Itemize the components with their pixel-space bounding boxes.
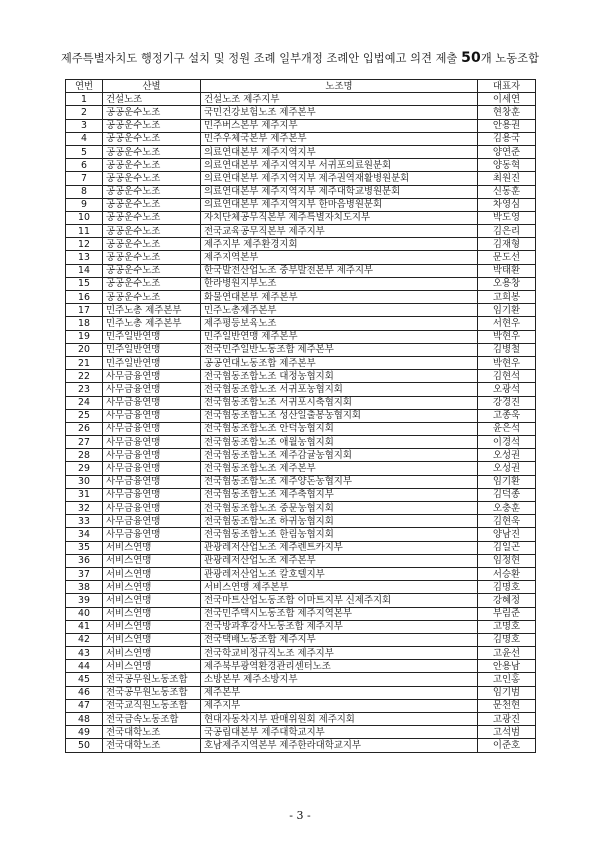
row-federation: 공공운수노조: [103, 172, 201, 185]
row-federation: 사무금융연맹: [103, 383, 201, 396]
row-federation: 서비스연맹: [103, 541, 201, 554]
table-row: [66, 594, 536, 607]
row-number: 34: [66, 528, 103, 541]
row-number: 28: [66, 449, 103, 462]
row-representative: 서승환: [478, 567, 536, 580]
row-union-name: 제주지역본부: [201, 251, 478, 264]
table-row: [66, 673, 536, 686]
table-row: [66, 159, 536, 172]
document-title: [0, 50, 600, 66]
row-union-name: 전국협동조합노조 안덕농협지회: [201, 422, 478, 435]
row-representative: 임기환: [478, 304, 536, 317]
row-number: 32: [66, 502, 103, 515]
row-representative: 김재형: [478, 238, 536, 251]
row-federation: 공공운수노조: [103, 145, 201, 158]
row-number: 8: [66, 185, 103, 198]
table-header-row: [66, 80, 536, 93]
row-federation: 공공운수노조: [103, 211, 201, 224]
row-number: 11: [66, 225, 103, 238]
title-prefix: 제주특별자치도 행정기구 설치 및 정원 조례 일부개정 조례안 입법예고 의견 제출: [60, 52, 458, 65]
row-number: 40: [66, 607, 103, 620]
row-number: 25: [66, 409, 103, 422]
row-union-name: 소방본부 제주소방지부: [201, 673, 478, 686]
row-representative: 안용남: [478, 660, 536, 673]
row-representative: 고종욱: [478, 409, 536, 422]
row-union-name: 의료연대본부 제주지역지부: [201, 145, 478, 158]
row-number: 15: [66, 277, 103, 290]
row-representative: 문도선: [478, 251, 536, 264]
table-row: [66, 515, 536, 528]
row-federation: 공공운수노조: [103, 225, 201, 238]
row-federation: 서비스연맹: [103, 567, 201, 580]
row-number: 30: [66, 475, 103, 488]
table-row: [66, 699, 536, 712]
row-number: 19: [66, 330, 103, 343]
row-representative: 김은리: [478, 225, 536, 238]
table-row: [66, 119, 536, 132]
row-number: 37: [66, 567, 103, 580]
row-union-name: 전국협동조합노조 대정농협지회: [201, 370, 478, 383]
row-number: 24: [66, 396, 103, 409]
row-number: 33: [66, 515, 103, 528]
row-representative: 이경석: [478, 436, 536, 449]
row-union-name: 전국협동조합노조 서귀포시축협지회: [201, 396, 478, 409]
row-union-name: 전국협동조합노조 한림농협지회: [201, 528, 478, 541]
row-federation: 서비스연맹: [103, 620, 201, 633]
row-number: 38: [66, 581, 103, 594]
row-federation: 서비스연맹: [103, 607, 201, 620]
row-number: 27: [66, 436, 103, 449]
row-federation: 공공운수노조: [103, 291, 201, 304]
row-federation: 사무금융연맹: [103, 502, 201, 515]
row-federation: 서비스연맹: [103, 581, 201, 594]
row-federation: 전국공무원노동조합: [103, 686, 201, 699]
row-union-name: 제주본부: [201, 686, 478, 699]
row-number: 49: [66, 726, 103, 739]
row-representative: 김현욱: [478, 515, 536, 528]
row-federation: 서비스연맹: [103, 660, 201, 673]
table-row: [66, 317, 536, 330]
table-row: [66, 462, 536, 475]
row-union-name: 의료연대본부 제주지역지부 한마음병원분회: [201, 198, 478, 211]
row-representative: 고윤선: [478, 647, 536, 660]
row-representative: 김명호: [478, 581, 536, 594]
table-row: [66, 726, 536, 739]
row-representative: 박태환: [478, 264, 536, 277]
row-federation: 서비스연맹: [103, 647, 201, 660]
row-union-name: 민주일반연맹 제주본부: [201, 330, 478, 343]
row-number: 50: [66, 739, 103, 752]
row-federation: 공공운수노조: [103, 198, 201, 211]
row-federation: 공공운수노조: [103, 277, 201, 290]
table-row: [66, 541, 536, 554]
row-number: 39: [66, 594, 103, 607]
row-union-name: 전국협동조합노조 중문농협지회: [201, 502, 478, 515]
table-row: [66, 106, 536, 119]
row-union-name: 전국협동조합노조 제주본부: [201, 462, 478, 475]
table-row: [66, 225, 536, 238]
row-representative: 윤은석: [478, 422, 536, 435]
row-representative: 안용권: [478, 119, 536, 132]
table-row: [66, 607, 536, 620]
row-federation: 사무금융연맹: [103, 370, 201, 383]
row-number: 44: [66, 660, 103, 673]
row-union-name: 전국협동조합노조 하귀농협지회: [201, 515, 478, 528]
row-number: 1: [66, 93, 103, 106]
row-federation: 전국대학노조: [103, 739, 201, 752]
header-federation: 산별: [103, 80, 201, 93]
row-union-name: 제주지부 제주환경지회: [201, 238, 478, 251]
row-federation: 서비스연맹: [103, 554, 201, 567]
row-union-name: 공공연대노동조합 제주본부: [201, 356, 478, 369]
row-union-name: 전국학교비정규직노조 제주지부: [201, 647, 478, 660]
header-union-name: 노조명: [201, 80, 478, 93]
row-representative: 오성권: [478, 449, 536, 462]
table-row: [66, 330, 536, 343]
row-federation: 공공운수노조: [103, 132, 201, 145]
row-number: 7: [66, 172, 103, 185]
row-number: 4: [66, 132, 103, 145]
row-number: 18: [66, 317, 103, 330]
row-union-name: 전국민주일반노동조합 제주본부: [201, 343, 478, 356]
row-number: 9: [66, 198, 103, 211]
row-federation: 전국공무원노동조합: [103, 673, 201, 686]
table-row: [66, 291, 536, 304]
table-row: [66, 304, 536, 317]
row-representative: 양동혁: [478, 159, 536, 172]
row-union-name: 전국협동조합노조 제주감귤농협지회: [201, 449, 478, 462]
row-union-name: 관광레저산업노조 제주본부: [201, 554, 478, 567]
table-row: [66, 436, 536, 449]
table-row: [66, 449, 536, 462]
row-union-name: 제주지부: [201, 699, 478, 712]
table-row: [66, 528, 536, 541]
row-representative: 양연준: [478, 145, 536, 158]
row-union-name: 전국택배노동조합 제주지부: [201, 633, 478, 646]
row-union-name: 의료연대본부 제주지역지부 제주권역재활병원분회: [201, 172, 478, 185]
row-number: 42: [66, 633, 103, 646]
table-row: [66, 739, 536, 752]
table-row: [66, 145, 536, 158]
title-suffix: 개 노동조합: [480, 52, 540, 65]
row-federation: 사무금융연맹: [103, 396, 201, 409]
row-representative: 고석범: [478, 726, 536, 739]
row-federation: 서비스연맹: [103, 633, 201, 646]
table-row: [66, 211, 536, 224]
table-row: [66, 409, 536, 422]
row-representative: 임기범: [478, 686, 536, 699]
row-representative: 박현우: [478, 330, 536, 343]
row-union-name: 관광레저산업노조 제주렌트카지부: [201, 541, 478, 554]
row-union-name: 호남제주지역본부 제주한라대학교지부: [201, 739, 478, 752]
row-representative: 김현석: [478, 370, 536, 383]
row-representative: 오성권: [478, 462, 536, 475]
row-federation: 공공운수노조: [103, 185, 201, 198]
table-row: [66, 422, 536, 435]
row-union-name: 전국마트산업노동조합 이마트지부 신제주지회: [201, 594, 478, 607]
row-union-name: 전국방과후강사노동조합 제주지부: [201, 620, 478, 633]
row-union-name: 한라병원지부노조: [201, 277, 478, 290]
row-representative: 이준호: [478, 739, 536, 752]
row-union-name: 민주우체국본부 제주본부: [201, 132, 478, 145]
table-row: [66, 277, 536, 290]
table-row: [66, 488, 536, 501]
row-representative: 양남진: [478, 528, 536, 541]
row-union-name: 한국발전산업노조 중부발전본부 제주지부: [201, 264, 478, 277]
table-row: [66, 172, 536, 185]
row-union-name: 전국교육공무직본부 제주지부: [201, 225, 478, 238]
row-number: 36: [66, 554, 103, 567]
row-number: 5: [66, 145, 103, 158]
header-number: 연번: [66, 80, 103, 93]
row-number: 16: [66, 291, 103, 304]
row-union-name: 의료연대본부 제주지역지부 서귀포의료원분회: [201, 159, 478, 172]
row-number: 20: [66, 343, 103, 356]
row-federation: 건설노조: [103, 93, 201, 106]
table-row: [66, 502, 536, 515]
table-row: [66, 660, 536, 673]
row-number: 41: [66, 620, 103, 633]
row-federation: 민주일반연맹: [103, 330, 201, 343]
row-federation: 사무금융연맹: [103, 515, 201, 528]
row-representative: 임정현: [478, 554, 536, 567]
table-row: [66, 132, 536, 145]
table-row: [66, 238, 536, 251]
table-row: [66, 251, 536, 264]
row-number: 2: [66, 106, 103, 119]
header-representative: 대표자: [478, 80, 536, 93]
table-row: [66, 686, 536, 699]
row-federation: 민주노총 제주본부: [103, 304, 201, 317]
row-federation: 전국대학노조: [103, 726, 201, 739]
row-union-name: 전국협동조합노조 애월농협지회: [201, 436, 478, 449]
row-representative: 김일곤: [478, 541, 536, 554]
row-federation: 사무금융연맹: [103, 475, 201, 488]
row-number: 31: [66, 488, 103, 501]
row-number: 35: [66, 541, 103, 554]
row-union-name: 전국협동조합노조 성산일출봉농협지회: [201, 409, 478, 422]
row-union-name: 국공립대본부 제주대학교지부: [201, 726, 478, 739]
row-federation: 사무금융연맹: [103, 488, 201, 501]
row-number: 10: [66, 211, 103, 224]
row-representative: 문천현: [478, 699, 536, 712]
table-row: [66, 647, 536, 660]
union-count: 50: [461, 50, 481, 66]
table-row: [66, 356, 536, 369]
row-representative: 김명호: [478, 633, 536, 646]
union-list-table: [65, 79, 536, 753]
row-federation: 사무금융연맹: [103, 422, 201, 435]
row-number: 46: [66, 686, 103, 699]
row-federation: 전국금속노동조합: [103, 713, 201, 726]
row-federation: 공공운수노조: [103, 264, 201, 277]
row-number: 45: [66, 673, 103, 686]
row-number: 23: [66, 383, 103, 396]
table-row: [66, 620, 536, 633]
row-union-name: 전국협동조합노조 제주양돈농협지부: [201, 475, 478, 488]
row-number: 14: [66, 264, 103, 277]
row-union-name: 관광레저산업노조 칼호텔지부: [201, 567, 478, 580]
row-federation: 공공운수노조: [103, 159, 201, 172]
row-union-name: 전국협동조합노조 서귀포농협지회: [201, 383, 478, 396]
row-number: 13: [66, 251, 103, 264]
row-representative: 고인홍: [478, 673, 536, 686]
row-number: 29: [66, 462, 103, 475]
row-number: 43: [66, 647, 103, 660]
row-federation: 민주일반연맹: [103, 356, 201, 369]
table-row: [66, 396, 536, 409]
row-number: 6: [66, 159, 103, 172]
row-number: 21: [66, 356, 103, 369]
row-representative: 고광진: [478, 713, 536, 726]
table-row: [66, 343, 536, 356]
row-union-name: 의료연대본부 제주지역지부 제주대학교병원분회: [201, 185, 478, 198]
table-row: [66, 581, 536, 594]
row-representative: 현창훈: [478, 106, 536, 119]
table-row: [66, 185, 536, 198]
table-row: [66, 567, 536, 580]
row-number: 26: [66, 422, 103, 435]
row-union-name: 제주평등보육노조: [201, 317, 478, 330]
row-federation: 공공운수노조: [103, 119, 201, 132]
row-number: 3: [66, 119, 103, 132]
row-representative: 김병철: [478, 343, 536, 356]
row-number: 47: [66, 699, 103, 712]
row-union-name: 민주노총제주본부: [201, 304, 478, 317]
row-representative: 오용창: [478, 277, 536, 290]
row-federation: 사무금융연맹: [103, 409, 201, 422]
table-row: [66, 198, 536, 211]
row-union-name: 건설노조 제주지부: [201, 93, 478, 106]
row-representative: 고명호: [478, 620, 536, 633]
row-federation: 공공운수노조: [103, 238, 201, 251]
table-row: [66, 554, 536, 567]
table-row: [66, 370, 536, 383]
row-federation: 공공운수노조: [103, 251, 201, 264]
row-representative: 임기환: [478, 475, 536, 488]
row-union-name: 전국민주택시노동조합 제주지역본부: [201, 607, 478, 620]
row-representative: 박도영: [478, 211, 536, 224]
table-row: [66, 475, 536, 488]
row-representative: 부림준: [478, 607, 536, 620]
page-number: - 3 -: [289, 809, 311, 822]
row-representative: 신동훈: [478, 185, 536, 198]
row-federation: 전국교직원노동조합: [103, 699, 201, 712]
row-union-name: 자치단체공무직본부 제주특별자치도지부: [201, 211, 478, 224]
row-number: 12: [66, 238, 103, 251]
table-row: [66, 383, 536, 396]
row-representative: 차영심: [478, 198, 536, 211]
row-federation: 사무금융연맹: [103, 462, 201, 475]
row-representative: 서현우: [478, 317, 536, 330]
row-representative: 강경진: [478, 396, 536, 409]
row-representative: 오광석: [478, 383, 536, 396]
row-number: 17: [66, 304, 103, 317]
row-federation: 민주일반연맹: [103, 343, 201, 356]
row-representative: 강혜정: [478, 594, 536, 607]
row-union-name: 전국협동조합노조 제주축협지부: [201, 488, 478, 501]
row-federation: 사무금융연맹: [103, 528, 201, 541]
row-union-name: 국민건강보험노조 제주본부: [201, 106, 478, 119]
row-representative: 이세연: [478, 93, 536, 106]
row-representative: 고희봉: [478, 291, 536, 304]
row-union-name: 제주북부광역환경관리센터노조: [201, 660, 478, 673]
table-row: [66, 713, 536, 726]
row-representative: 최원진: [478, 172, 536, 185]
row-representative: 김용국: [478, 132, 536, 145]
row-representative: 김덕종: [478, 488, 536, 501]
row-representative: 오충훈: [478, 502, 536, 515]
table-row: [66, 93, 536, 106]
row-number: 22: [66, 370, 103, 383]
row-federation: 공공운수노조: [103, 106, 201, 119]
row-union-name: 현대자동차지부 판매위원회 제주지회: [201, 713, 478, 726]
table-row: [66, 633, 536, 646]
row-federation: 사무금융연맹: [103, 449, 201, 462]
row-federation: 민주노총 제주본부: [103, 317, 201, 330]
row-federation: 서비스연맹: [103, 594, 201, 607]
row-union-name: 서비스연맹 제주본부: [201, 581, 478, 594]
row-union-name: 화물연대본부 제주본부: [201, 291, 478, 304]
row-federation: 사무금융연맹: [103, 436, 201, 449]
row-number: 48: [66, 713, 103, 726]
row-union-name: 민주버스본부 제주지부: [201, 119, 478, 132]
table-row: [66, 264, 536, 277]
row-representative: 박현우: [478, 356, 536, 369]
